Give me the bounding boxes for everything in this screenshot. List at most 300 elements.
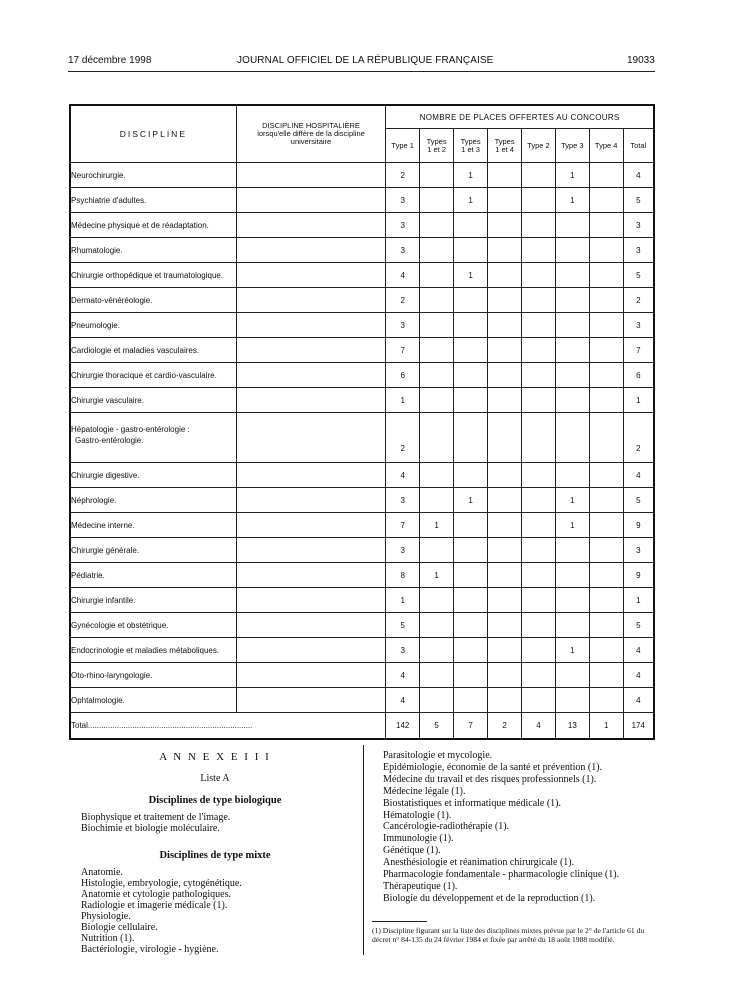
place-count-cell: 3 <box>623 538 654 563</box>
place-count-cell: 4 <box>623 688 654 713</box>
place-count-cell <box>555 413 589 463</box>
place-count-cell: 1 <box>420 513 454 538</box>
place-count-cell <box>555 663 589 688</box>
mixte-heading: Disciplines de type mixte <box>159 850 271 861</box>
discipline-name <box>70 463 236 488</box>
place-count-cell: 4 <box>386 663 420 688</box>
place-count-cell <box>589 288 623 313</box>
place-count-cell <box>454 338 488 363</box>
table-row <box>70 463 654 488</box>
place-count-cell <box>420 363 454 388</box>
place-count-cell: 1 <box>454 488 488 513</box>
right-list <box>383 750 619 905</box>
place-count-cell: 4 <box>386 463 420 488</box>
hospital-discipline-cell <box>236 213 386 238</box>
place-count-cell: 1 <box>623 588 654 613</box>
place-count-cell: 1 <box>386 588 420 613</box>
mixte-list <box>81 867 242 955</box>
place-count-cell: 1 <box>386 388 420 413</box>
table-row <box>70 663 654 688</box>
discipline-label: Chirurgie générale. <box>71 545 140 555</box>
discipline-label: Oto-rhino-laryngologie. <box>71 670 153 680</box>
place-count-cell <box>522 413 556 463</box>
place-count-cell: 1 <box>454 188 488 213</box>
table-row <box>70 588 654 613</box>
bio-list <box>81 812 230 834</box>
table-row <box>70 488 654 513</box>
place-count-cell <box>589 538 623 563</box>
place-count-cell: 1 <box>555 638 589 663</box>
place-count-cell: 4 <box>386 263 420 288</box>
total-cell: 2 <box>488 713 522 740</box>
place-count-cell <box>454 388 488 413</box>
place-count-cell <box>589 163 623 188</box>
list-item: Bactériologie, virologie - hygiène. <box>81 944 219 955</box>
table-row <box>70 288 654 313</box>
hospital-discipline-cell <box>236 288 386 313</box>
place-count-cell <box>555 613 589 638</box>
discipline-label: Chirurgie digestive. <box>71 470 140 480</box>
place-count-cell <box>555 588 589 613</box>
place-count-cell: 3 <box>623 313 654 338</box>
discipline-name <box>70 388 236 413</box>
table-row <box>70 188 654 213</box>
table-row <box>70 413 654 463</box>
type-header: Type 3 <box>555 129 589 163</box>
discipline-label: Chirurgie infantile. <box>71 595 136 605</box>
place-count-cell <box>555 263 589 288</box>
column-rule <box>363 745 364 955</box>
place-count-cell <box>522 313 556 338</box>
list-item: Cancérologie-radiothérapie (1). <box>383 821 510 833</box>
discipline-label: Hépatologie - gastro-entérologie : <box>71 424 190 434</box>
place-count-cell <box>522 638 556 663</box>
discipline-name <box>70 413 236 463</box>
place-count-cell <box>522 363 556 388</box>
place-count-cell <box>522 563 556 588</box>
hospital-discipline-cell <box>236 688 386 713</box>
footnote-rule <box>372 921 427 922</box>
place-count-cell <box>555 563 589 588</box>
place-count-cell <box>488 238 522 263</box>
place-count-cell <box>420 288 454 313</box>
type-header: Types 1 et 4 <box>488 129 522 163</box>
list-item: Anatomie et cytologie pathologiques. <box>81 889 231 900</box>
discipline-name <box>70 188 236 213</box>
annex-title: A N N E X E I I I <box>159 751 271 763</box>
discipline-label: Psychiatrie d'adultes. <box>71 195 147 205</box>
hospital-discipline-cell <box>236 613 386 638</box>
place-count-cell <box>420 213 454 238</box>
hospital-discipline-cell <box>236 513 386 538</box>
place-count-cell <box>488 688 522 713</box>
place-count-cell: 2 <box>623 413 654 463</box>
place-count-cell <box>589 488 623 513</box>
type-header: Type 4 <box>589 129 623 163</box>
col-group-header: NOMBRE DE PLACES OFFERTES AU CONCOURS <box>386 105 654 129</box>
place-count-cell: 1 <box>420 563 454 588</box>
list-item: Nutrition (1). <box>81 933 135 944</box>
place-count-cell <box>420 488 454 513</box>
place-count-cell <box>420 538 454 563</box>
total-row <box>70 713 654 740</box>
list-item: Immunologie (1). <box>383 833 454 845</box>
place-count-cell <box>488 213 522 238</box>
place-count-cell <box>589 663 623 688</box>
discipline-name <box>70 163 236 188</box>
place-count-cell: 3 <box>386 538 420 563</box>
place-count-cell <box>589 463 623 488</box>
place-count-cell <box>589 688 623 713</box>
place-count-cell <box>555 363 589 388</box>
discipline-label: Ophtalmologie. <box>71 695 125 705</box>
table-row <box>70 388 654 413</box>
place-count-cell <box>555 538 589 563</box>
place-count-cell <box>522 688 556 713</box>
place-count-cell <box>454 638 488 663</box>
total-cell: 7 <box>454 713 488 740</box>
place-count-cell <box>522 513 556 538</box>
table-row <box>70 688 654 713</box>
header-page: 19033 <box>627 55 655 66</box>
place-count-cell: 5 <box>386 613 420 638</box>
hospital-discipline-cell <box>236 188 386 213</box>
list-item: Physiologie. <box>81 911 131 922</box>
table-row <box>70 213 654 238</box>
list-item: Epidémiologie, économie de la santé et prévention (1). <box>383 761 603 773</box>
place-count-cell: 1 <box>454 163 488 188</box>
hospital-discipline-cell <box>236 338 386 363</box>
place-count-cell <box>522 338 556 363</box>
place-count-cell: 1 <box>454 263 488 288</box>
list-item: Anesthésiologie et réanimation chirurgicale (1). <box>383 857 575 869</box>
place-count-cell <box>589 563 623 588</box>
place-count-cell <box>522 188 556 213</box>
type-header: Types 1 et 3 <box>454 129 488 163</box>
place-count-cell <box>488 288 522 313</box>
place-count-cell: 1 <box>555 488 589 513</box>
discipline-name <box>70 563 236 588</box>
place-count-cell: 6 <box>386 363 420 388</box>
place-count-cell <box>454 463 488 488</box>
place-count-cell <box>454 663 488 688</box>
place-count-cell: 1 <box>555 513 589 538</box>
place-count-cell: 2 <box>386 163 420 188</box>
list-item: Biologie cellulaire. <box>81 922 158 933</box>
header-date: 17 décembre 1998 <box>68 55 152 66</box>
list-item: Médecine légale (1). <box>383 785 466 797</box>
footnote: (1) Discipline figurant sur la liste des disciplines mixtes prévue par le 2° de l'article 61 du décret n° 84-135 du 24 février 1984 et fixée par arrêté du 18 août 1988 modifié. <box>372 926 645 944</box>
table-row <box>70 263 654 288</box>
list-item: Biologie du développement et de la reproduction (1). <box>383 892 596 904</box>
place-count-cell <box>522 388 556 413</box>
place-count-cell: 8 <box>386 563 420 588</box>
total-cell: 5 <box>420 713 454 740</box>
discipline-name <box>70 688 236 713</box>
place-count-cell <box>555 313 589 338</box>
place-count-cell <box>555 338 589 363</box>
place-count-cell: 3 <box>386 638 420 663</box>
place-count-cell <box>522 163 556 188</box>
place-count-cell <box>589 588 623 613</box>
discipline-name <box>70 638 236 663</box>
discipline-label: Médecine physique et de réadaptation. <box>71 220 209 230</box>
total-label: Total.......................................................................... <box>70 713 386 740</box>
place-count-cell <box>420 688 454 713</box>
place-count-cell <box>555 238 589 263</box>
place-count-cell <box>488 588 522 613</box>
hospital-discipline-cell <box>236 388 386 413</box>
list-item: Pharmacologie fondamentale - pharmacologie clinique (1). <box>383 869 620 881</box>
hospital-discipline-cell <box>236 463 386 488</box>
discipline-label: Chirurgie orthopédique et traumatologique. <box>71 270 224 280</box>
place-count-cell <box>522 238 556 263</box>
hospital-discipline-cell <box>236 238 386 263</box>
place-count-cell <box>420 413 454 463</box>
places-table <box>69 104 655 740</box>
place-count-cell <box>522 588 556 613</box>
place-count-cell <box>589 238 623 263</box>
discipline-label: Pneumologie. <box>71 320 120 330</box>
place-count-cell <box>488 263 522 288</box>
place-count-cell <box>488 338 522 363</box>
type-header: Total <box>623 129 654 163</box>
discipline-label: Pédiatrie. <box>71 570 105 580</box>
discipline-label: Médecine interne. <box>71 520 135 530</box>
place-count-cell: 5 <box>623 188 654 213</box>
place-count-cell <box>589 413 623 463</box>
list-item: Biophysique et traitement de l'image. <box>81 812 231 823</box>
place-count-cell <box>488 563 522 588</box>
place-count-cell: 2 <box>386 413 420 463</box>
place-count-cell <box>522 613 556 638</box>
header-journal: JOURNAL OFFICIEL DE LA RÉPUBLIQUE FRANÇAISE <box>237 55 494 66</box>
place-count-cell: 3 <box>386 188 420 213</box>
place-count-cell <box>454 613 488 638</box>
table-row <box>70 363 654 388</box>
place-count-cell <box>454 513 488 538</box>
place-count-cell <box>522 538 556 563</box>
place-count-cell <box>589 513 623 538</box>
type-header: Type 1 <box>386 129 420 163</box>
col-discipline-header: DISCIPLINE <box>70 105 236 163</box>
place-count-cell: 1 <box>623 388 654 413</box>
discipline-label: Neurochirurgie. <box>71 170 126 180</box>
discipline-label: Chirurgie thoracique et cardio-vasculaire. <box>71 370 217 380</box>
discipline-name <box>70 238 236 263</box>
discipline-label: Gynécologie et obstétrique. <box>71 620 169 630</box>
list-item: Biochimie et biologie moléculaire. <box>81 823 220 834</box>
place-count-cell: 4 <box>623 663 654 688</box>
place-count-cell <box>420 163 454 188</box>
place-count-cell <box>420 638 454 663</box>
place-count-cell <box>488 163 522 188</box>
place-count-cell <box>522 288 556 313</box>
place-count-cell <box>589 188 623 213</box>
place-count-cell <box>522 213 556 238</box>
place-count-cell <box>454 313 488 338</box>
table-row <box>70 238 654 263</box>
discipline-name <box>70 363 236 388</box>
hospital-discipline-cell <box>236 313 386 338</box>
place-count-cell <box>522 488 556 513</box>
place-count-cell <box>488 488 522 513</box>
place-count-cell: 4 <box>623 463 654 488</box>
place-count-cell <box>522 263 556 288</box>
place-count-cell <box>454 413 488 463</box>
place-count-cell: 5 <box>623 488 654 513</box>
place-count-cell <box>454 563 488 588</box>
col-hospital-header: DISCIPLINE HOSPITALIÈRE lorsqu'elle diffère de la discipline universitaire <box>236 105 386 163</box>
place-count-cell: 4 <box>386 688 420 713</box>
hospital-discipline-cell <box>236 663 386 688</box>
hospital-discipline-cell <box>236 363 386 388</box>
list-item: Biostatistiques et informatique médicale (1). <box>383 797 562 809</box>
place-count-cell <box>454 288 488 313</box>
list-item: Thérapeutique (1). <box>383 880 458 892</box>
place-count-cell <box>589 388 623 413</box>
place-count-cell <box>420 588 454 613</box>
place-count-cell <box>420 388 454 413</box>
place-count-cell <box>488 513 522 538</box>
place-count-cell: 7 <box>386 338 420 363</box>
table-row <box>70 313 654 338</box>
discipline-name <box>70 538 236 563</box>
place-count-cell <box>420 238 454 263</box>
place-count-cell: 1 <box>555 188 589 213</box>
total-cell: 13 <box>555 713 589 740</box>
place-count-cell <box>555 688 589 713</box>
type-header: Types 1 et 2 <box>420 129 454 163</box>
hospital-discipline-cell <box>236 563 386 588</box>
table-row <box>70 563 654 588</box>
hospital-discipline-cell <box>236 638 386 663</box>
place-count-cell: 5 <box>623 263 654 288</box>
table-row <box>70 513 654 538</box>
type-header: Type 2 <box>522 129 556 163</box>
hospital-discipline-cell <box>236 588 386 613</box>
discipline-sublabel: Gastro-entérologie. <box>75 435 144 445</box>
place-count-cell <box>555 213 589 238</box>
total-cell: 1 <box>589 713 623 740</box>
discipline-label: Néphrologie. <box>71 495 117 505</box>
discipline-label: Chirurgie vasculaire. <box>71 395 144 405</box>
table-row <box>70 163 654 188</box>
place-count-cell: 9 <box>623 513 654 538</box>
place-count-cell: 3 <box>623 238 654 263</box>
discipline-name <box>70 613 236 638</box>
discipline-name <box>70 263 236 288</box>
annex-liste: Liste A <box>200 773 230 784</box>
place-count-cell <box>522 463 556 488</box>
place-count-cell: 3 <box>386 488 420 513</box>
discipline-name <box>70 488 236 513</box>
hospital-discipline-cell <box>236 413 386 463</box>
place-count-cell <box>488 388 522 413</box>
place-count-cell <box>589 263 623 288</box>
table-row <box>70 638 654 663</box>
list-item: Médecine du travail et des risques professionnels (1). <box>383 773 597 785</box>
place-count-cell <box>420 188 454 213</box>
list-item: Radiologie et imagerie médicale (1). <box>81 900 228 911</box>
place-count-cell: 1 <box>555 163 589 188</box>
list-item: Hématologie (1). <box>383 809 452 821</box>
place-count-cell <box>454 588 488 613</box>
bio-heading: Disciplines de type biologique <box>148 795 282 806</box>
place-count-cell: 5 <box>623 613 654 638</box>
total-cell: 4 <box>522 713 556 740</box>
discipline-label: Endocrinologie et maladies métaboliques. <box>71 645 220 655</box>
place-count-cell <box>488 313 522 338</box>
total-cell: 174 <box>623 713 654 740</box>
place-count-cell <box>589 363 623 388</box>
place-count-cell <box>420 313 454 338</box>
place-count-cell <box>488 638 522 663</box>
place-count-cell: 9 <box>623 563 654 588</box>
table-row <box>70 538 654 563</box>
place-count-cell <box>420 663 454 688</box>
place-count-cell <box>420 463 454 488</box>
place-count-cell <box>420 263 454 288</box>
place-count-cell: 3 <box>386 213 420 238</box>
place-count-cell: 7 <box>386 513 420 538</box>
discipline-label: Dermato-vénéréologie. <box>71 295 153 305</box>
place-count-cell <box>488 188 522 213</box>
place-count-cell <box>555 463 589 488</box>
place-count-cell: 3 <box>623 213 654 238</box>
total-cell: 142 <box>386 713 420 740</box>
hospital-discipline-cell <box>236 538 386 563</box>
discipline-name <box>70 288 236 313</box>
discipline-name <box>70 513 236 538</box>
table-row <box>70 613 654 638</box>
place-count-cell <box>420 613 454 638</box>
place-count-cell <box>488 463 522 488</box>
place-count-cell <box>488 538 522 563</box>
place-count-cell <box>454 688 488 713</box>
place-count-cell <box>589 313 623 338</box>
place-count-cell <box>555 388 589 413</box>
place-count-cell <box>454 238 488 263</box>
discipline-name <box>70 313 236 338</box>
place-count-cell <box>454 538 488 563</box>
discipline-name <box>70 663 236 688</box>
place-count-cell: 2 <box>386 288 420 313</box>
place-count-cell <box>488 663 522 688</box>
place-count-cell <box>555 288 589 313</box>
place-count-cell: 2 <box>623 288 654 313</box>
place-count-cell <box>488 613 522 638</box>
place-count-cell: 3 <box>386 313 420 338</box>
place-count-cell <box>589 613 623 638</box>
place-count-cell: 7 <box>623 338 654 363</box>
place-count-cell <box>589 638 623 663</box>
discipline-name <box>70 338 236 363</box>
place-count-cell <box>420 338 454 363</box>
table-row <box>70 338 654 363</box>
header-rule <box>68 71 655 72</box>
hospital-discipline-cell <box>236 163 386 188</box>
place-count-cell: 4 <box>623 638 654 663</box>
hospital-discipline-cell <box>236 263 386 288</box>
discipline-label: Cardiologie et maladies vasculaires. <box>71 345 200 355</box>
discipline-name <box>70 588 236 613</box>
hospital-discipline-cell <box>236 488 386 513</box>
place-count-cell <box>589 338 623 363</box>
place-count-cell <box>454 213 488 238</box>
place-count-cell <box>488 413 522 463</box>
place-count-cell: 3 <box>386 238 420 263</box>
